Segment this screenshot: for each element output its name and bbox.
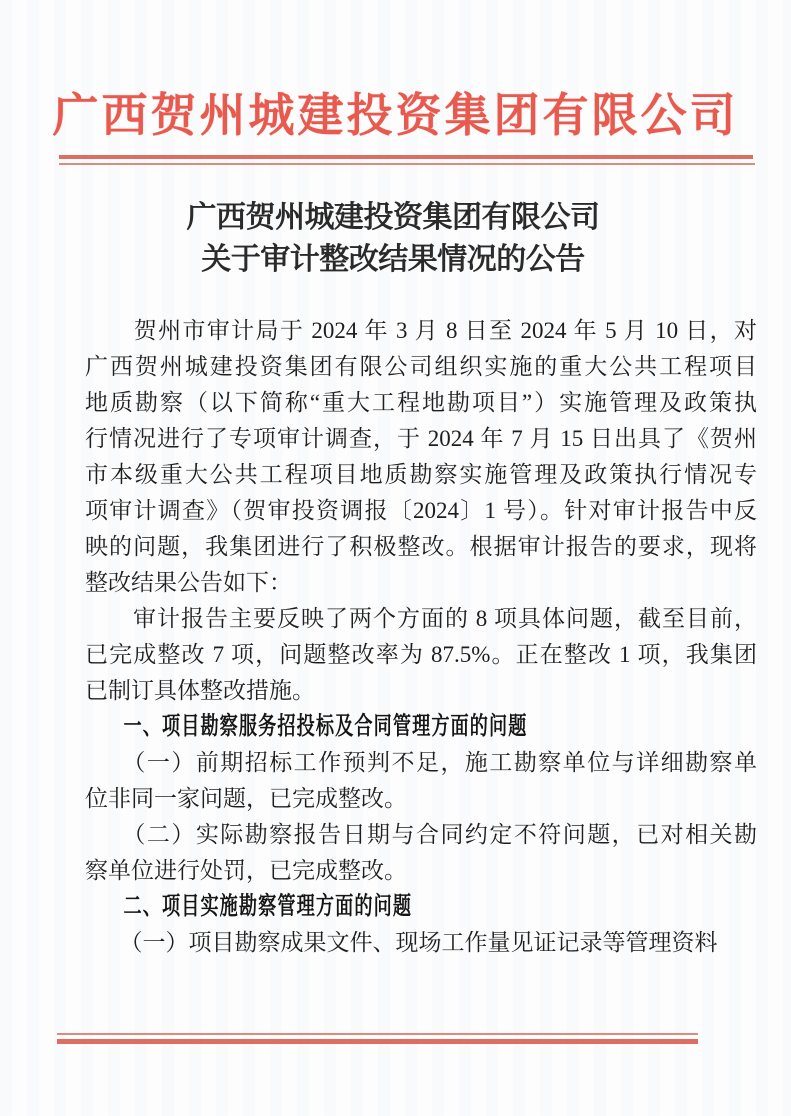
- body-text-line: （一）前期招标工作预判不足，施工勘察单位与详细勘察单: [85, 750, 757, 775]
- body-text-line: 项审计调查》（贺审投资调报〔2024〕1 号）。针对审计报告中反: [85, 498, 757, 523]
- letterhead-rule-thick: [59, 155, 753, 159]
- body-text-line: 位非同一家问题，已完成整改。: [85, 786, 407, 811]
- body-text-line: 整改结果公告如下：: [85, 570, 292, 595]
- body-text-line: 地质勘察（以下简称“重大工程地勘项目”）实施管理及政策执: [85, 390, 757, 415]
- letterhead-company-name: 广西贺州城建投资集团有限公司: [52, 90, 739, 141]
- body-text-line: 审计报告主要反映了两个方面的 8 项具体问题，截至目前，: [85, 606, 757, 631]
- document-title-line1: 广西贺州城建投资集团有限公司: [186, 201, 600, 234]
- document-body: [85, 313, 757, 961]
- body-text-line: 察单位进行处罚，已完成整改。: [85, 858, 407, 883]
- body-text-line: 已完成整改 7 项，问题整改率为 87.5%。正在整改 1 项，我集团: [85, 642, 757, 667]
- body-text-line: 市本级重大公共工程项目地质勘察实施管理及政策执行情况专: [85, 462, 757, 487]
- letterhead-rule-thin: [59, 163, 755, 165]
- document-title: [85, 197, 701, 281]
- body-text-line: 映的问题，我集团进行了积极整改。根据审计报告的要求，现将: [85, 534, 757, 559]
- body-text-line: （一）项目勘察成果文件、现场工作量见证记录等管理资料: [85, 930, 718, 955]
- body-text-line: 已制订具体整改措施。: [85, 678, 315, 703]
- body-text-line: 贺州市审计局于 2024 年 3 月 8 日至 2024 年 5 月 10 日，对: [85, 318, 757, 343]
- body-text-line: 广西贺州城建投资集团有限公司组织实施的重大公共工程项目: [85, 354, 757, 379]
- document-title-line2: 关于审计整改结果情况的公告: [201, 243, 585, 276]
- section-heading: 一、项目勘察服务招投标及合同管理方面的问题: [85, 713, 528, 740]
- body-text-line: （二）实际勘察报告日期与合同约定不符问题，已对相关勘: [85, 822, 757, 847]
- body-text-line: 行情况进行了专项审计调查，于 2024 年 7 月 15 日出具了《贺州: [85, 426, 757, 451]
- footer-rule-thick: [57, 1039, 698, 1044]
- footer-rule-thin: [57, 1033, 698, 1035]
- section-heading: 二、项目实施勘察管理方面的问题: [85, 893, 413, 920]
